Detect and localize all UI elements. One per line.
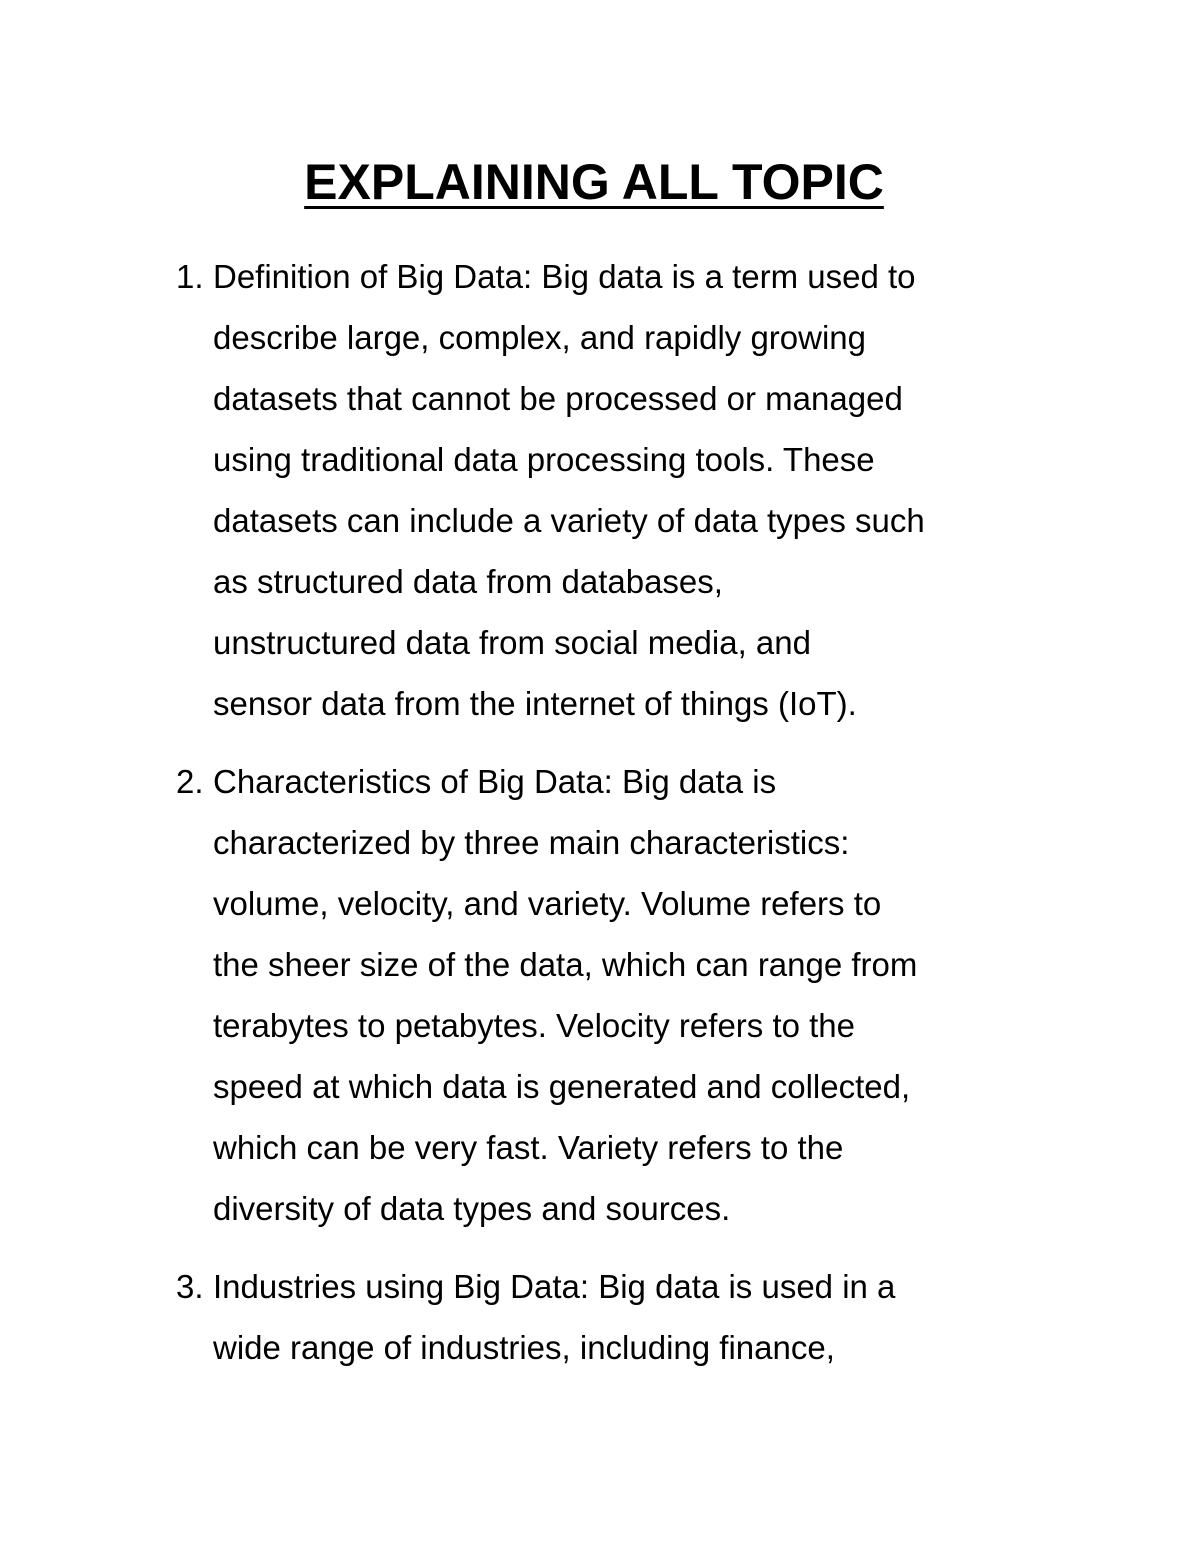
topic-line: characterized by three main characteristics: — [213, 824, 850, 861]
topic-line: wide range of industries, including finance, — [213, 1329, 835, 1366]
topic-line: Industries using Big Data: Big data is used in a — [213, 1268, 896, 1305]
topic-line: as structured data from databases, — [213, 563, 723, 600]
topic-number: 2. — [176, 763, 204, 800]
topic-line: which can be very fast. Variety refers to the — [213, 1129, 844, 1166]
topic-line: Characteristics of Big Data: Big data is — [213, 763, 777, 800]
topic-line: the sheer size of the data, which can range from — [213, 946, 918, 983]
topic-line: Definition of Big Data: Big data is a term used to — [213, 258, 916, 295]
topic-item-characteristics — [176, 751, 1076, 1239]
topic-list — [176, 246, 1076, 1395]
topic-item-definition — [176, 246, 1076, 734]
topic-line: using traditional data processing tools. These — [213, 441, 875, 478]
topic-line: diversity of data types and sources. — [213, 1190, 731, 1227]
topic-line: sensor data from the internet of things (IoT). — [213, 685, 857, 722]
topic-line: datasets that cannot be processed or managed — [213, 380, 903, 417]
topic-number: 1. — [176, 258, 204, 295]
topic-line: volume, velocity, and variety. Volume refers to — [213, 885, 882, 922]
page-title-text: EXPLAINING ALL TOPIC — [304, 154, 884, 210]
topic-item-industries — [176, 1256, 1076, 1378]
topic-line: unstructured data from social media, and — [213, 624, 811, 661]
topic-line: speed at which data is generated and collected, — [213, 1068, 911, 1105]
page-title — [0, 148, 1188, 216]
topic-line: terabytes to petabytes. Velocity refers to the — [213, 1007, 856, 1044]
topic-line: describe large, complex, and rapidly growing — [213, 319, 867, 356]
topic-line: datasets can include a variety of data types such — [213, 502, 925, 539]
topic-number: 3. — [176, 1268, 204, 1305]
